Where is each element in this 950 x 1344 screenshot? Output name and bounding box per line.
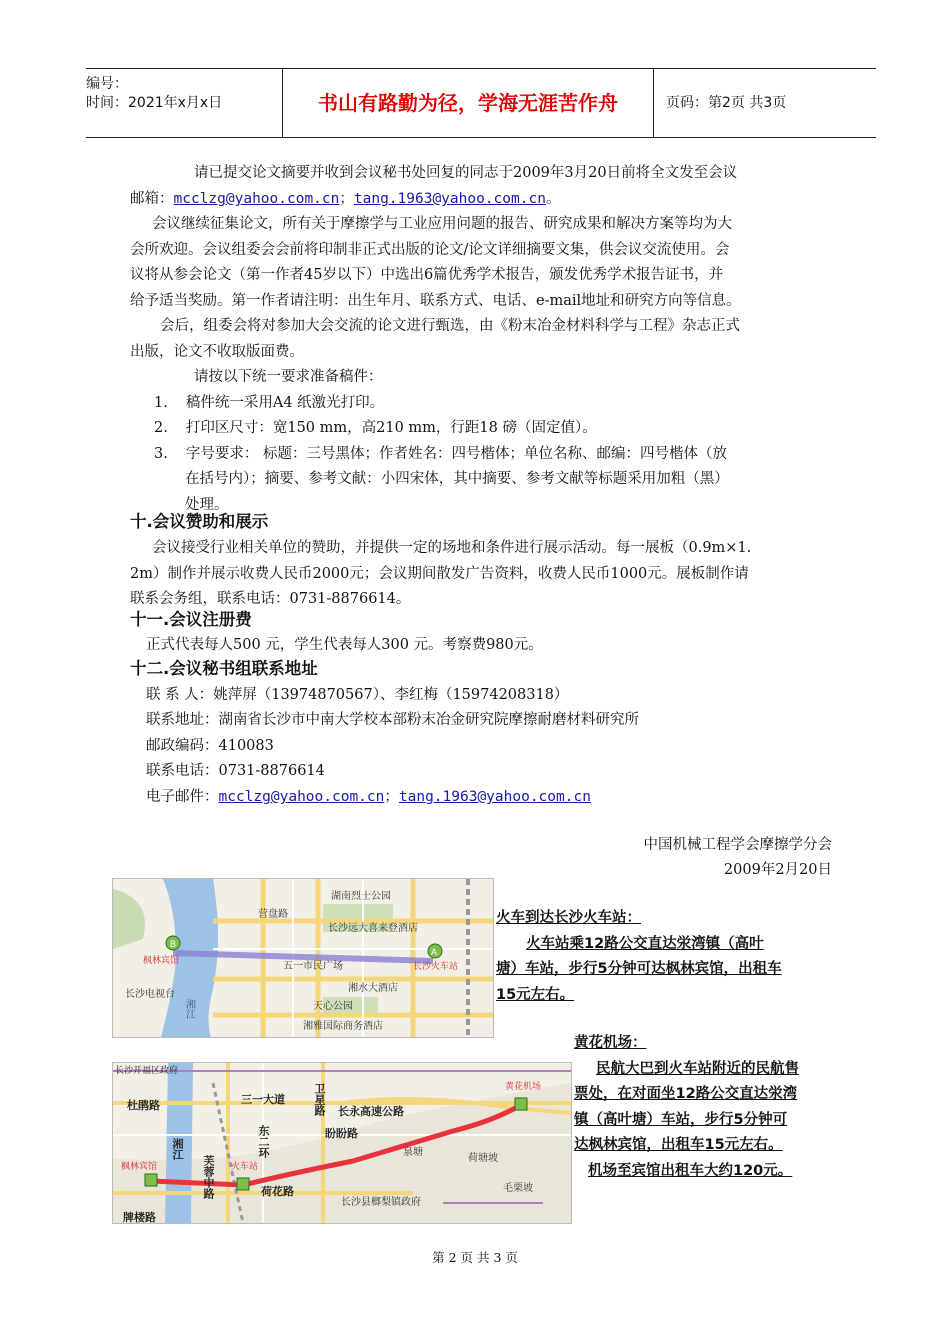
contact-address: 联系地址：湖南省长沙市中南大学校本部粉末冶金研究院摩擦耐磨材料研究所 [146, 712, 639, 728]
format-intro: 请按以下统一要求准备稿件： [194, 369, 383, 385]
map1-marker-a: A [431, 947, 438, 957]
map1-label: 五一市民广场 [283, 961, 343, 972]
contact-email-link-2[interactable]: tang.1963@yahoo.com.cn [398, 789, 591, 805]
format-item-2 [154, 415, 597, 441]
contact-email [146, 784, 591, 810]
map2-label: 泉塘 [403, 1147, 423, 1158]
header-number-label: 编号： [86, 76, 128, 92]
map2-label: 长永高速公路 [338, 1106, 404, 1118]
map2-label: 盼盼路 [325, 1128, 358, 1140]
map-train-station [112, 878, 494, 1038]
format-item-1 [154, 390, 384, 416]
map2-label: 牌楼路 [123, 1212, 156, 1223]
map2-label: 湘江 [171, 1138, 183, 1160]
section-11-title: 十一.会议注册费 [130, 610, 252, 629]
format-item-text: 字号要求： 标题：三号黑体；作者姓名：四号楷体；单位名称、邮编：四号楷体（放 [185, 446, 727, 462]
map1-text-line-2: 塘）车站，步行5分钟可达枫林宾馆，出租车 [496, 961, 782, 977]
map1-label: 湘雅国际商务酒店 [303, 1021, 383, 1032]
section-10-line-2: 2m）制作并展示收费人民币2000元；会议期间散发广告资料，收费人民币1000元。展板制作请 [130, 566, 749, 582]
map-airport [112, 1062, 572, 1224]
map1-caption: 火车到达长沙火车站： [496, 910, 641, 926]
map1-label: 长沙远大喜来登酒店 [328, 923, 418, 934]
map2-label: 枫林宾馆 [121, 1161, 158, 1171]
section-12-title: 十二.会议秘书组联系地址 [130, 659, 318, 678]
header-meta [86, 69, 282, 143]
map2-label: 荷花路 [261, 1186, 294, 1198]
submission-email-prefix: 邮箱： [130, 191, 174, 207]
publish-line-2: 出版，论文不收取版面费。 [130, 344, 304, 360]
call-line-2: 会所欢迎。会议组委会会前将印制非正式出版的论文/论文详细摘要文集，供会议交流使用。会 [130, 242, 730, 258]
map2-text-line-1: 民航大巴到火车站附近的民航售 [596, 1061, 799, 1077]
map1-label: 湖南烈士公园 [331, 891, 391, 902]
map2-text-line-4: 达枫林宾馆，出租车15元左右。 [574, 1137, 783, 1153]
map1-label: 天心公园 [313, 1001, 353, 1012]
header-motto: 书山有路勤为径，学海无涯苦作舟 [282, 69, 654, 137]
map2-label: 火车站 [231, 1161, 259, 1171]
header-time-label: 时间：2021年x月x日 [86, 95, 223, 111]
map1-label: 长沙电视台 [125, 989, 175, 1000]
call-line-4: 给予适当奖励。第一作者请注明：出生年月、联系方式、电话、e-mail地址和研究方向等信息。 [130, 293, 741, 309]
submission-line-2 [130, 186, 560, 212]
map1-text-line-1: 火车站乘12路公交直达泶湾镇（高叶 [526, 936, 764, 952]
map1-label: 枫林宾馆 [143, 955, 180, 965]
format-item-3-cont-2: 处理。 [185, 497, 229, 513]
contact-email-prefix: 电子邮件： [146, 789, 219, 805]
map1-label: 湘江 [183, 999, 195, 1019]
map2-label: 杜鹃路 [127, 1100, 160, 1112]
map2-label: 荷塘坡 [468, 1153, 498, 1164]
map2-label: 毛栗坡 [503, 1183, 533, 1194]
section-10-line-1: 会议接受行业相关单位的赞助，并提供一定的场地和条件进行展示活动。每一展板（0.9m×1. [152, 540, 752, 556]
map-train-station-graphic [113, 879, 493, 1037]
map2-label: 三一大道 [241, 1094, 285, 1106]
map1-label: 营盘路 [258, 909, 288, 920]
section-10-title: 十.会议赞助和展示 [130, 512, 269, 531]
submission-email-link-1[interactable]: mcclzg@yahoo.com.cn [173, 191, 340, 207]
publish-line-1: 会后，组委会将对参加大会交流的论文进行甄选，由《粉末冶金材料科学与工程》杂志正式 [160, 318, 740, 334]
page-footer: 第 2 页 共 3 页 [432, 1250, 518, 1265]
contact-person: 联 系 人：姚萍屏（13974870567）、李红梅（15974208318） [146, 687, 569, 703]
submission-line-1: 请已提交论文摘要并收到会议秘书处回复的同志于2009年3月20日前将全文发至会议 [194, 165, 738, 181]
call-line-1: 会议继续征集论文，所有关于摩擦学与工业应用问题的报告、研究成果和解决方案等均为大 [152, 216, 732, 232]
signature-date: 2009年2月20日 [723, 862, 832, 878]
call-line-3: 议将从参会论文（第一作者45岁以下）中选出6篇优秀学术报告，颁发优秀学术报告证书，并 [130, 267, 724, 283]
contact-phone: 联系电话：0731-8876614 [146, 763, 325, 779]
map2-label: 长沙开福区政府 [115, 1065, 179, 1075]
contact-postcode: 邮政编码：410083 [146, 738, 274, 754]
submission-email-link-2[interactable]: tang.1963@yahoo.com.cn [353, 191, 546, 207]
format-item-3 [154, 441, 727, 467]
format-item-text: 稿件统一采用A4 纸激光打印。 [185, 395, 385, 411]
map2-label: 长沙县榔梨镇政府 [341, 1197, 421, 1208]
map1-marker-b: B [170, 939, 177, 949]
map1-text-line-3: 15元左右。 [496, 987, 575, 1003]
map2-label: 黄花机场 [505, 1081, 542, 1091]
format-item-number: 2. [154, 420, 168, 436]
map2-text-line-2: 票处，在对面坐12路公交直达泶湾 [574, 1086, 798, 1102]
signature-org: 中国机械工程学会摩擦学分会 [643, 837, 832, 853]
map1-label: 长沙火车站 [413, 961, 459, 971]
page-header [86, 68, 876, 138]
format-item-number: 1. [154, 395, 168, 411]
format-item-3-cont-1: 在括号内）；摘要、参考文献：小四宋体，其中摘要、参考文献等标题采用加粗（黑） [185, 471, 729, 487]
section-10-line-3: 联系会务组，联系电话：0731-8876614。 [130, 591, 411, 607]
map-airport-graphic [113, 1063, 571, 1223]
map2-label: 芙蓉中路 [202, 1155, 214, 1199]
format-item-number: 3. [154, 446, 168, 462]
map1-label: 湘水大酒店 [348, 983, 398, 994]
map2-label: 东二环 [257, 1125, 269, 1158]
contact-email-link-1[interactable]: mcclzg@yahoo.com.cn [218, 789, 385, 805]
map2-text-line-3: 镇（高叶塘）车站，步行5分钟可 [574, 1112, 788, 1128]
submission-separator: ； [339, 191, 354, 207]
submission-period: 。 [545, 191, 561, 207]
map2-caption: 黄花机场： [574, 1035, 647, 1051]
section-11-line: 正式代表每人500 元，学生代表每人300 元。考察费980元。 [146, 637, 543, 653]
header-page-label: 页码：第2页 共3页 [666, 95, 787, 111]
map2-text-line-5: 机场至宾馆出租车大约120元。 [588, 1163, 793, 1179]
format-item-text: 打印区尺寸：宽150 mm，高210 mm，行距18 磅（固定值）。 [185, 420, 597, 436]
map2-label: 卫星路 [313, 1083, 325, 1116]
contact-email-separator: ； [384, 789, 399, 805]
